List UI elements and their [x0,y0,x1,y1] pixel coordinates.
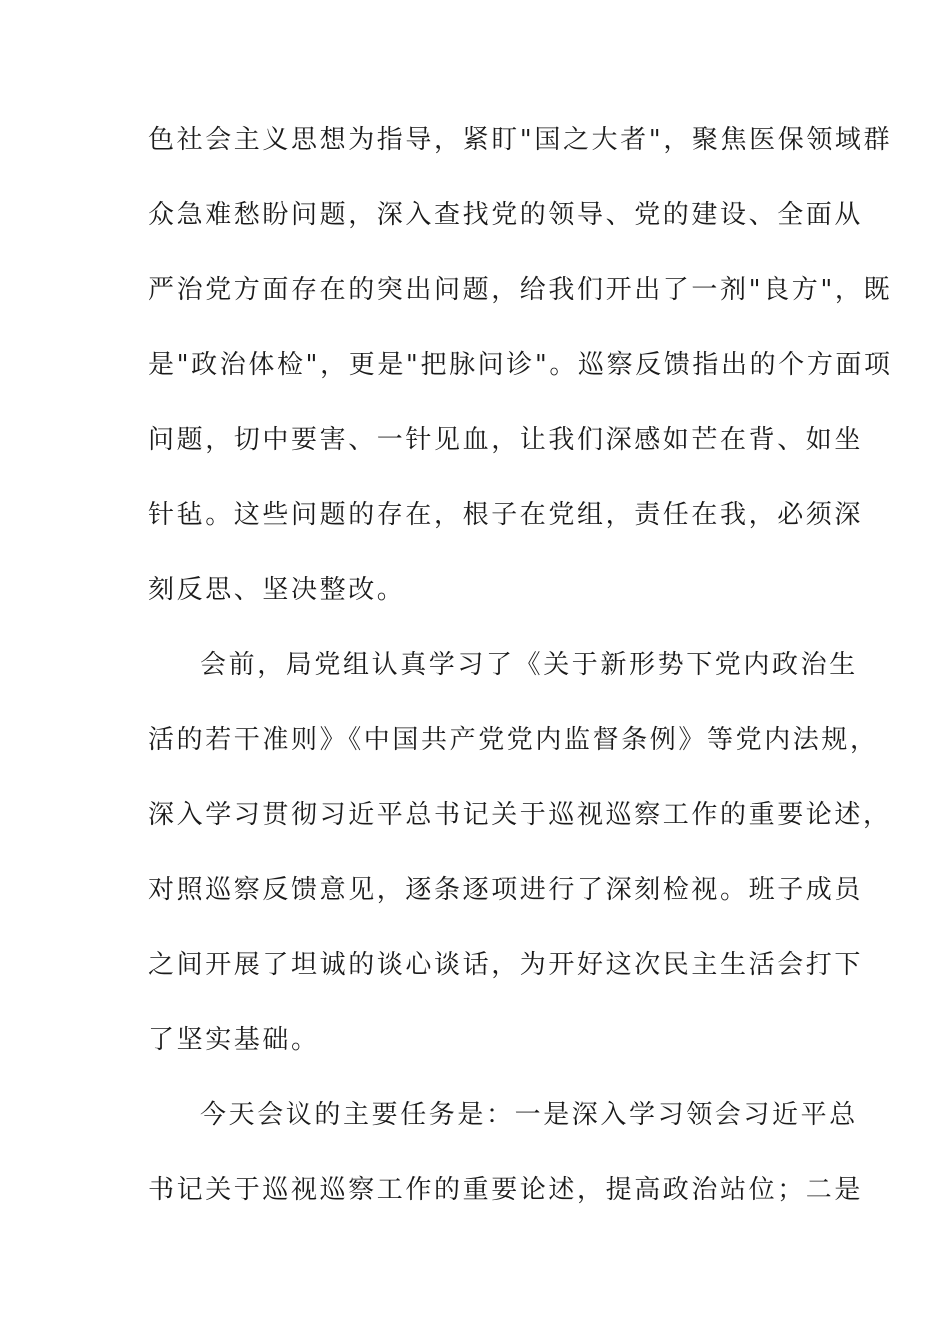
text-line: 众急难愁盼问题，深入查找党的领导、党的建设、全面从 [148,200,864,230]
text-line: 对照巡察反馈意见，逐条逐项进行了深刻检视。班子成员 [148,875,864,905]
text-line: 书记关于巡视巡察工作的重要论述，提高政治站位；二是 [148,1175,864,1205]
text-line: 了坚实基础。 [148,1025,320,1055]
text-line: 色社会主义思想为指导，紧盯"国之大者"，聚焦医保领域群 [148,125,893,155]
text-line: 问题，切中要害、一针见血，让我们深感如芒在背、如坐 [148,425,864,455]
text-line: 刻反思、坚决整改。 [148,575,406,605]
text-line: 严治党方面存在的突出问题，给我们开出了一剂"良方"，既 [148,275,893,305]
text-line: 深入学习贯彻习近平总书记关于巡视巡察工作的重要论述， [148,800,892,830]
paragraph-first-line: 会前，局党组认真学习了《关于新形势下党内政治生 [200,650,858,680]
text-line: 之间开展了坦诚的谈心谈话，为开好这次民主生活会打下 [148,950,864,980]
text-line: 针毡。这些问题的存在，根子在党组，责任在我，必须深 [148,500,864,530]
paragraph-first-line: 今天会议的主要任务是：一是深入学习领会习近平总 [200,1100,858,1130]
text-line: 是"政治体检"，更是"把脉问诊"。巡察反馈指出的个方面项 [148,350,893,380]
text-line: 活的若干准则》《中国共产党党内监督条例》等党内法规， [148,725,879,755]
